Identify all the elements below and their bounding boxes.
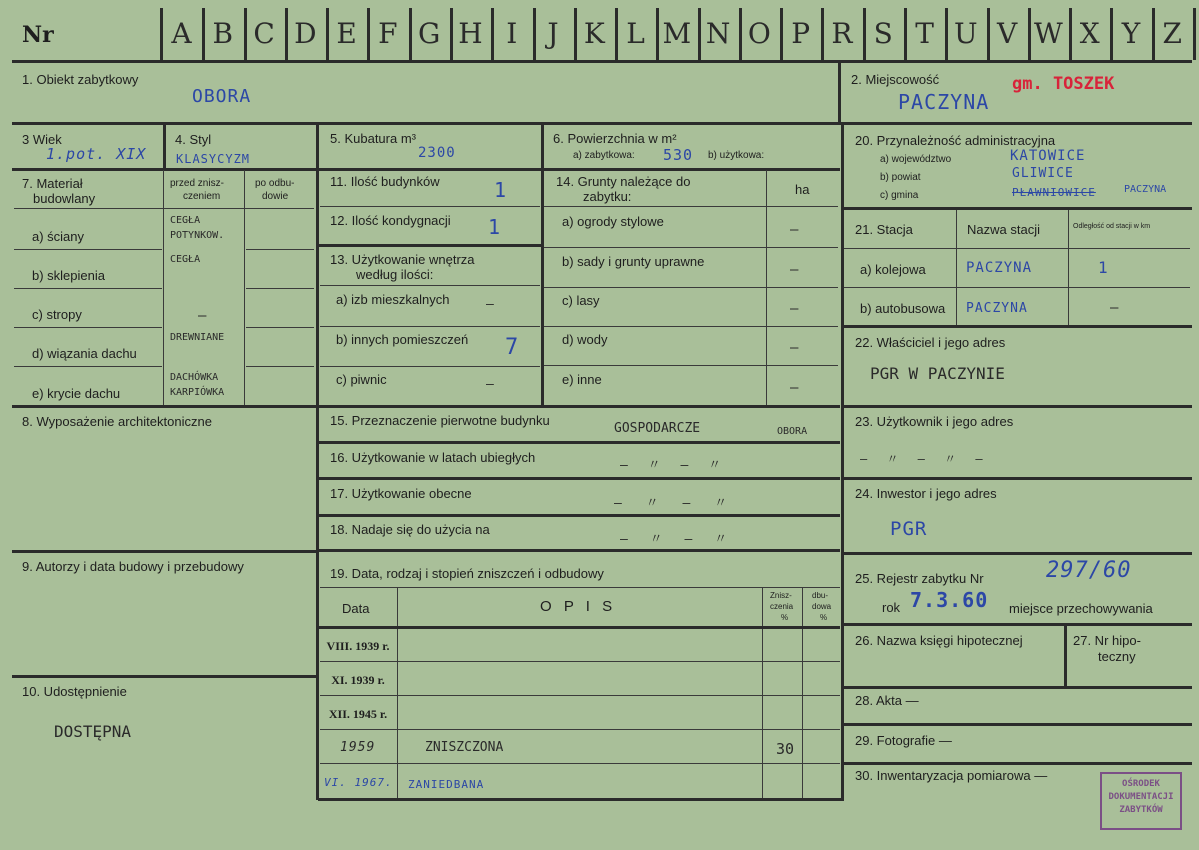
field-14-row-label: a) ogrody stylowe (562, 214, 664, 229)
field-7-row-label: a) ściany (32, 229, 85, 244)
field-19-col-pct: % (781, 613, 789, 622)
field-7-row-rule-b (246, 366, 314, 367)
field-19-col-date: Data (342, 601, 370, 616)
field-7-row-rule (14, 327, 162, 328)
letter-g: G (417, 17, 441, 50)
rule-22 (842, 405, 1192, 408)
rule-9 (12, 675, 318, 678)
field-7-row-rule-b (246, 288, 314, 289)
letter-e: E (336, 17, 357, 50)
field-11-value: 1 (494, 178, 508, 202)
field-14-row-value: — (790, 340, 799, 356)
field-7-row-value: — (198, 308, 207, 324)
stamp-line-1: OŚRODEK (1122, 779, 1160, 789)
field-7-col1a: przed znisz- (170, 178, 224, 189)
field-13-row-label: c) piwnic (336, 372, 387, 387)
field-1-value: OBORA (192, 86, 252, 107)
field-6-label: 6. Powierzchnia w m² (553, 131, 677, 146)
rule-2 (842, 122, 1192, 125)
field-7-row-label: e) krycie dachu (32, 386, 121, 401)
rule-13-14 (318, 405, 840, 408)
rule-17 (318, 514, 840, 517)
field-4-label: 4. Styl (175, 132, 212, 147)
letter-l: L (626, 17, 645, 50)
field-22-label: 22. Właściciel i jego adres (855, 335, 1006, 350)
field-19-col-z2: czenia (770, 602, 794, 611)
field-19-row-rule (320, 695, 840, 696)
rule-1 (12, 122, 842, 125)
field-19-row-date: XI. 1939 r. (331, 673, 385, 687)
field-19-col-o2: dowa (812, 602, 832, 611)
field-27-label2: teczny (1098, 649, 1136, 664)
field-19-row-rule (320, 763, 840, 764)
field-20-gmina-new: PACZYNA (1124, 184, 1167, 195)
letter-h: H (458, 17, 483, 50)
letter-w: W (1033, 17, 1063, 50)
letter-divider (1193, 8, 1196, 60)
field-14-row-label: c) lasy (562, 293, 600, 308)
field-7-row-value-b: KARPIÓWKA (170, 387, 225, 398)
rule-29 (842, 762, 1192, 765)
field-2-label: 2. Miejscowość (851, 72, 940, 87)
field-21-label: 21. Stacja (855, 222, 913, 237)
field-7-row-value-b: POTYNKOW. (170, 230, 225, 241)
field-19-vdiv1 (397, 588, 398, 800)
letter-f: F (378, 17, 398, 50)
field-7-row-rule (14, 366, 162, 367)
field-17-value: — 〃 — 〃 (614, 496, 736, 511)
letter-b: B (212, 17, 234, 50)
field-19-col-opis: O P I S (540, 598, 617, 615)
field-14-unit: ha (795, 182, 810, 197)
letter-r: R (831, 17, 853, 50)
field-9-label: 9. Autorzy i data budowy i przebudowy (22, 559, 244, 574)
field-14-row-rule (544, 247, 838, 248)
field-21-kolejowa-dist: 1 (1098, 258, 1109, 277)
rule-5 (318, 168, 840, 171)
field-3-value: 1.pot. XIX (46, 145, 147, 163)
field-19-row-date: XII. 1945 r. (328, 707, 388, 721)
letter-k: K (583, 17, 605, 50)
field-19-row-opis: ZNISZCZONA (425, 740, 504, 755)
field-20-label: 20. Przynależność administracyjna (855, 133, 1056, 148)
field-14-row-value: — (790, 380, 799, 396)
letter-n: N (705, 17, 731, 50)
field-7-row-label: d) wiązania dachu (32, 346, 137, 361)
rule-23 (842, 477, 1192, 480)
rule-16 (318, 477, 840, 480)
letter-m: M (662, 17, 692, 50)
field-15-value2: OBORA (777, 426, 808, 437)
letter-s: S (873, 17, 893, 50)
field-19-row-rule (320, 729, 840, 730)
letter-j: J (547, 17, 559, 50)
rule-13 (320, 285, 540, 286)
letter-v: V (996, 17, 1018, 50)
field-25-rok-label: rok (882, 600, 901, 615)
field-14-headrule (544, 206, 838, 207)
field-19-row-pct: 30 (776, 740, 795, 758)
field-15-label: 15. Przeznaczenie pierwotne budynku (330, 413, 550, 428)
field-7-row-rule-b (246, 327, 314, 328)
field-16-label: 16. Użytkowanie w latach ubiegłych (330, 450, 536, 465)
field-13-label2: według ilości: (356, 267, 434, 282)
field-28-label: 28. Akta — (855, 693, 919, 708)
stamp-line-2: DOKUMENTACJI (1108, 792, 1174, 802)
field-25-value: 297/60 (1046, 558, 1132, 583)
stamp-line-3: ZABYTKÓW (1119, 805, 1163, 815)
field-25-label: 25. Rejestr zabytku Nr (855, 571, 984, 586)
field-8-label: 8. Wyposażenie architektoniczne (22, 414, 212, 429)
field-7-row-value: DREWNIANE (170, 332, 225, 343)
field-7-vdiv1 (163, 170, 164, 406)
field-29-label: 29. Fotografie — (855, 733, 952, 748)
div-26-27 (1064, 625, 1067, 687)
rule-21 (842, 325, 1192, 328)
field-14-row-value: — (790, 301, 799, 317)
letter-d: D (294, 17, 317, 50)
field-5-label: 5. Kubatura m³ (330, 131, 416, 146)
field-2-value: PACZYNA (898, 90, 990, 114)
field-14-row-rule (544, 326, 838, 327)
institution-stamp (1100, 772, 1182, 830)
rule-20 (842, 207, 1192, 210)
rule-3 (12, 168, 318, 171)
letter-x: X (1079, 17, 1100, 50)
field-23-value: — 〃 — 〃 — (860, 452, 989, 466)
field-14-row-value: — (790, 222, 799, 238)
field-13-label: 13. Użytkowanie wnętrza (330, 252, 475, 267)
field-21-headrule (844, 248, 1190, 249)
field-20-gmina-old: PŁAWNIOWICE (1012, 186, 1096, 199)
rule-8 (12, 550, 318, 553)
field-21-kolejowa-label: a) kolejowa (860, 262, 926, 277)
field-14-label2: zabytku: (583, 189, 632, 204)
field-19-row-rule (320, 661, 840, 662)
field-30-label: 30. Inwentaryzacja pomiarowa — (855, 768, 1048, 783)
field-21-bus-label: b) autobusowa (860, 301, 946, 316)
field-19-col-o1: dbu- (812, 591, 829, 600)
field-21-vdiv1 (956, 210, 957, 326)
rule-12 (318, 244, 542, 247)
field-25-place-label: miejsce przechowywania (1009, 601, 1153, 616)
letter-z: Z (1162, 17, 1182, 50)
letter-i: I (506, 17, 518, 50)
letter-p: P (791, 17, 811, 50)
field-13-row-label: a) izb mieszkalnych (336, 292, 450, 307)
field-18-value: — 〃 — 〃 (620, 532, 735, 547)
field-7-col2b: dowie (262, 191, 289, 202)
field-21-kolejowa: PACZYNA (966, 260, 1033, 276)
field-18-label: 18. Nadaje się do użycia na (330, 522, 490, 537)
field-19-row-date: VI. 1967. (324, 776, 393, 789)
field-2-annotation: gm. TOSZEK (1012, 74, 1115, 94)
field-24-label: 24. Inwestor i jego adres (855, 486, 997, 501)
rule-26 (842, 686, 1192, 689)
field-7-row-label: c) stropy (32, 307, 82, 322)
nr-label: Nr (22, 22, 54, 48)
rule-28 (842, 723, 1192, 726)
field-21-col-name: Nazwa stacji (967, 222, 1040, 237)
field-14-label: 14. Grunty należące do (556, 174, 691, 189)
field-14-row-label: d) wody (562, 332, 608, 347)
field-13-row-rule (320, 366, 540, 367)
field-27-label: 27. Nr hipo- (1073, 633, 1141, 648)
field-3-label: 3 Wiek (22, 132, 62, 147)
rule-15 (318, 441, 840, 444)
field-7-vdiv2 (244, 170, 245, 406)
field-23-label: 23. Użytkownik i jego adres (855, 414, 1014, 429)
field-14-row-rule (544, 287, 838, 288)
field-21-col-dist: Odległość od stacji w km (1073, 223, 1151, 230)
field-14-row-label: e) inne (562, 372, 602, 387)
field-21-rowrule (844, 287, 1190, 288)
field-7-row-label: b) sklepienia (32, 268, 105, 283)
field-13-row-value: — (486, 297, 494, 312)
field-6-value: 530 (663, 146, 694, 164)
field-7-label2: budowlany (33, 191, 96, 206)
rule-25 (842, 623, 1192, 626)
field-1-label: 1. Obiekt zabytkowy (22, 72, 139, 87)
field-7-row-value: CEGŁA (170, 254, 201, 265)
field-12-label: 12. Ilość kondygnacji (330, 213, 451, 228)
col-divider-right (841, 125, 844, 800)
field-15-value: GOSPODARCZE (614, 421, 701, 436)
field-20-pow: GLIWICE (1012, 166, 1074, 181)
field-13-row-label: b) innych pomieszczeń (336, 332, 469, 347)
field-7-row-rule-b (246, 249, 314, 250)
field-7-label: 7. Materiał (22, 176, 83, 191)
field-7-row-rule (14, 288, 162, 289)
field-7-headrule (14, 208, 314, 209)
field-21-vdiv2 (1068, 210, 1069, 326)
field-20-woj: KATOWICE (1010, 148, 1086, 164)
field-7-col1b: czeniem (183, 191, 221, 202)
field-12-value: 1 (488, 215, 502, 239)
field-20-pow-label: b) powiat (880, 172, 921, 183)
field-19-label: 19. Data, rodzaj i stopień zniszczeń i odbudowy (330, 566, 604, 581)
rule-bottom-mid (318, 798, 844, 801)
field-7-col2a: po odbu- (255, 178, 295, 189)
rule-24 (842, 552, 1192, 555)
field-22-value: PGR W PACZYNIE (870, 364, 1005, 383)
field-24-value: PGR (890, 518, 928, 540)
letter-u: U (954, 17, 978, 50)
field-16-value: — 〃 — 〃 (620, 458, 728, 473)
field-11-label: 11. Ilość budynków (330, 174, 440, 189)
field-5-value: 2300 (418, 145, 456, 161)
div-3-4 (163, 125, 166, 169)
letter-a: A (171, 17, 192, 50)
col-divider-1 (838, 62, 841, 122)
letter-c: C (253, 17, 275, 50)
field-10-label: 10. Udostępnienie (22, 684, 127, 699)
field-21-bus-dist: — (1110, 300, 1120, 316)
letter-t: T (915, 17, 934, 50)
field-13-row-value: 7 (505, 335, 520, 360)
field-7-row-value: CEGŁA (170, 215, 201, 226)
field-14-row-rule (544, 365, 838, 366)
header-rule (12, 60, 1192, 63)
field-7-row-value: DACHÓWKA (170, 372, 219, 383)
field-19-vdiv3 (802, 588, 803, 800)
field-14-row-value: — (790, 262, 799, 278)
field-19-headrule (318, 626, 840, 629)
rule-18 (318, 549, 840, 552)
field-19-col-pct2: % (820, 613, 828, 622)
rule-7 (12, 405, 318, 408)
rule-11 (320, 206, 540, 207)
field-19-row-date: 1959 (340, 740, 376, 755)
field-19-col-z1: Znisz- (770, 591, 792, 600)
field-4-value: KLASYCYZM (176, 152, 251, 166)
col-divider-left (316, 125, 319, 800)
letter-y: Y (1121, 17, 1141, 50)
field-20-woj-label: a) województwo (880, 154, 952, 165)
field-19-row-date: VIII. 1939 r. (326, 639, 390, 653)
field-6-sub2: b) użytkowa: (708, 150, 765, 161)
field-10-value: DOSTĘPNA (54, 722, 132, 741)
field-19-vdiv2 (762, 588, 763, 800)
div-5-6 (541, 125, 544, 169)
field-26-label: 26. Nazwa księgi hipotecznej (855, 633, 1023, 648)
field-13-row-value: — (486, 377, 494, 392)
field-21-bus: PACZYNA (966, 301, 1028, 316)
field-20-gmina-label: c) gmina (880, 190, 919, 201)
letter-o: O (747, 17, 771, 50)
field-25-rok: 7.3.60 (910, 588, 989, 612)
field-19-row-opis: ZANIEDBANA (408, 778, 485, 791)
field-13-row-rule (320, 326, 540, 327)
field-6-sub: a) zabytkowa: (573, 150, 635, 161)
field-7-row-rule (14, 249, 162, 250)
field-14-row-label: b) sady i grunty uprawne (562, 254, 705, 269)
field-17-label: 17. Użytkowanie obecne (330, 486, 472, 501)
